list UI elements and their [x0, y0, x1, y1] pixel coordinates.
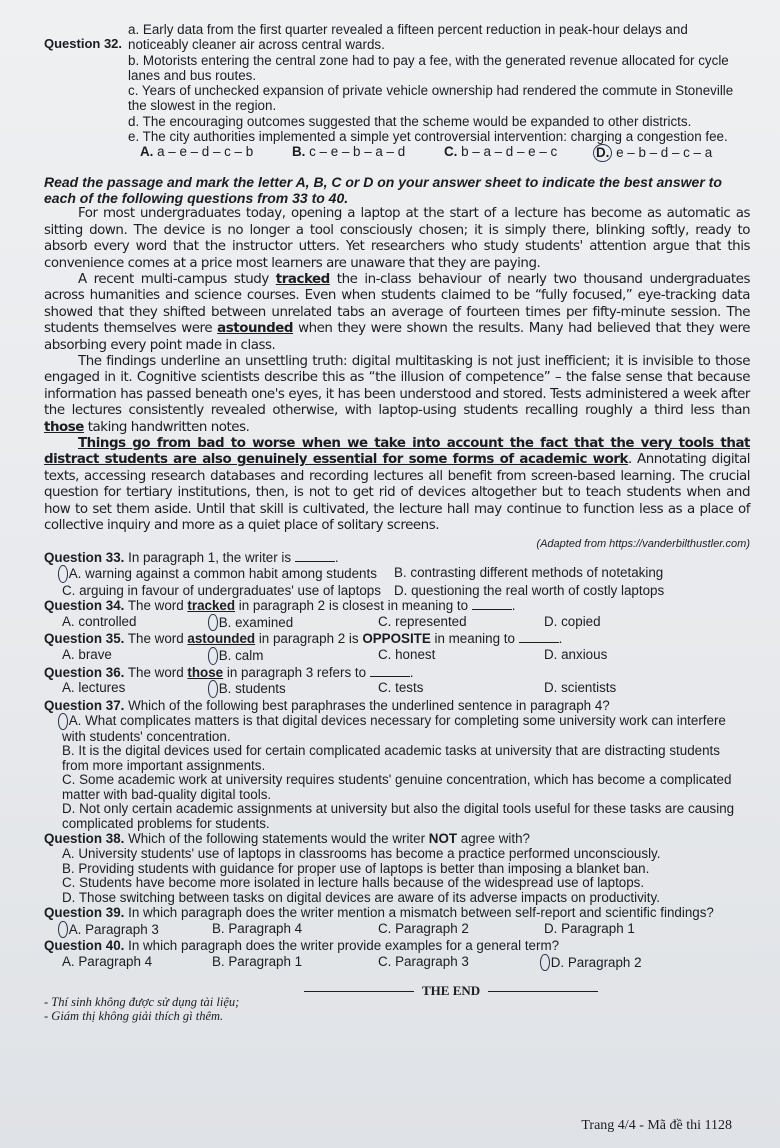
option-a[interactable]: A. lectures	[62, 680, 126, 696]
option-c[interactable]: C. Paragraph 3	[378, 953, 469, 969]
paragraph-2: A recent multi-campus study tracked the in-class behaviour of nearly two thousand undergraduates across humanities and science courses. Even when students claimed to be “fully focused,” eye-tracking data showed that they shifted between unrelated tabs an average of fourteen times per fifty-minute session. The students themselves were astounded when they were shown the results. Many had believed that they were absorbing every point made in class.	[44, 272, 750, 353]
sentence-list	[128, 22, 750, 144]
note-1: - Thí sinh không được sử dụng tài liệu;	[44, 995, 240, 1010]
exam-notes	[44, 995, 750, 1023]
option-d[interactable]: D. e – b – d – c – a	[596, 144, 748, 162]
question-label: Question 32.	[44, 36, 123, 51]
option-d[interactable]: D. Paragraph 1	[544, 920, 635, 936]
page-footer: Trang 4/4 - Mã đề thi 1128	[581, 1118, 732, 1133]
paragraph-3: The findings underline an unsettling truth: digital multitasking is not just inefficient; it is invisible to those engaged in it. Cognitive scientists describe this as “the illusion of competence” – the false sense that because information has passed beneath one's eyes, it has been understood and stored. Tests administered a week after the lectures consistently revealed otherwise, with laptop-using students recalling roughly a third less than those taking handwritten notes.	[44, 354, 750, 435]
option-d[interactable]: D. Not only certain academic assignments at university but also the digital tools useful for these tasks are causing complicated problems for students.	[62, 801, 735, 831]
option-a[interactable]: A. Paragraph 3	[44, 921, 212, 939]
option-b[interactable]: B. Paragraph 1	[212, 953, 303, 969]
option-a[interactable]: A. brave	[62, 647, 112, 663]
option-a[interactable]: A. controlled	[62, 613, 137, 629]
answer-circle-mark: D.	[593, 144, 612, 162]
option-b[interactable]: B. c – e – b – a – d	[292, 144, 406, 160]
note-2: - Giám thị không giải thích gì thêm.	[44, 1009, 224, 1024]
answer-circle-mark	[58, 713, 68, 730]
word-those: those	[44, 419, 84, 435]
option-c[interactable]: C. Some academic work at university requires students' genuine concentration, which has become a complicated matter with bad-quality digital tools.	[62, 772, 732, 802]
word-astounded: astounded	[217, 321, 294, 337]
reading-passage	[44, 206, 750, 534]
source-citation: (Adapted from https://vanderbilthustler.com)	[536, 537, 750, 550]
q32-options	[140, 144, 750, 162]
option-c[interactable]: C. b – a – d – e – c	[444, 144, 558, 160]
sentence-d: d. The encouraging outcomes suggested that the scheme would be expanded to other districts.	[128, 113, 692, 129]
answer-circle-mark	[540, 954, 550, 972]
option-a[interactable]: A. warning against a common habit among students	[62, 565, 394, 583]
answer-circle-mark	[208, 614, 218, 632]
option-d[interactable]: D. scientists	[544, 680, 617, 696]
option-c[interactable]: C. honest	[378, 647, 436, 663]
option-d[interactable]: D. copied	[544, 613, 601, 629]
question-34: Question 34. The word tracked in paragraph 2 is closest in meaning to . A. controlled B. examined C. represented D. copied	[44, 598, 750, 631]
option-a[interactable]: A. University students' use of laptops in classrooms has become a practice performed unconsciously.	[62, 846, 661, 862]
question-36: Question 36. The word those in paragraph 3 refers to . A. lectures B. students C. tests D. scientists	[44, 665, 750, 698]
section-instruction: Read the passage and mark the letter A, B, C or D on your answer sheet to indicate the best answer to each of the following questions from 33 to 40.	[44, 174, 722, 207]
option-b[interactable]: B. students	[212, 680, 378, 698]
sentence-a: a. Early data from the first quarter revealed a fifteen percent reduction in peak-hour delays and noticeably cleaner air across central wards.	[128, 22, 688, 53]
option-d[interactable]: D. questioning the real worth of costly laptops	[394, 582, 665, 598]
option-c[interactable]: C. Paragraph 2	[378, 920, 469, 936]
paragraph-1: For most undergraduates today, opening a laptop at the start of a lecture has become as automatic as sitting down. The device is no longer a tool consciously chosen; it is simply there, blinking softly, ready to absorb every word that the instructor utters. Yet researchers who study students' attention argue that this convenience comes at a price most learners are unaware that they are paying.	[44, 206, 750, 271]
option-b[interactable]: B. calm	[212, 647, 378, 665]
option-a[interactable]: A. a – e – d – c – b	[140, 144, 254, 160]
question-40: Question 40. In which paragraph does the writer provide examples for a general term? A. Paragraph 4 B. Paragraph 1 C. Paragraph 3 D. Paragraph 2	[44, 938, 750, 971]
answer-circle-mark	[208, 680, 218, 698]
option-a[interactable]: A. Paragraph 4	[62, 953, 153, 969]
option-c[interactable]: C. represented	[378, 613, 467, 629]
divider	[488, 991, 598, 992]
option-d[interactable]: D. anxious	[544, 647, 608, 663]
question-32	[44, 22, 750, 144]
paragraph-4: Things go from bad to worse when we take into account the fact that the very tools that distract students are also genuinely essential for some forms of academic work. Annotating digital texts, accessing research databases and recording lectures all benefit from screen-based learning. The crucial question for tertiary institutions, then, is not to get rid of devices altogether but to teach students when and how to set them aside. Until that skill is cultivated, the lecture hall may continue to function less as a place of collective inquiry and more as a quiet place of solitary screens.	[44, 436, 750, 534]
option-b[interactable]: B. It is the digital devices used for certain complicated academic tasks at university that are distracting students from more important assignments.	[62, 743, 720, 773]
answer-circle-mark	[208, 647, 218, 665]
option-c[interactable]: C. tests	[378, 680, 424, 696]
question-38: Question 38. Which of the following statements would the writer NOT agree with? A. University students' use of laptops in classrooms has become a practice performed unconsciously. B. Providing students with guidance for proper use of laptops is better than imposing a blanket ban. C. Students have become more isolated in lecture halls because of the widespread use of laptops. D. Those switching between tasks on digital devices are aware of its adverse impacts on productivity.	[44, 831, 750, 905]
sentence-e: e. The city authorities implemented a simple yet controversial intervention: charging a congestion fee.	[128, 129, 728, 145]
option-b[interactable]: B. contrasting different methods of notetaking	[394, 565, 664, 581]
question-39: Question 39. In which paragraph does the writer mention a mismatch between self-report and scientific findings? A. Paragraph 3 B. Paragraph 4 C. Paragraph 2 D. Paragraph 1	[44, 905, 714, 937]
sentence-b: b. Motorists entering the central zone had to pay a fee, with the generated revenue allocated for cycle lanes and bus routes.	[128, 52, 729, 83]
option-b[interactable]: B. examined	[212, 614, 378, 632]
option-d[interactable]: D. Those switching between tasks on digital devices are aware of its adverse impacts on productivity.	[62, 889, 660, 905]
the-end-text: THE END	[422, 983, 481, 999]
sentence-c: c. Years of unchecked expansion of private vehicle ownership had rendered the commute in Stoneville the slowest in the region.	[128, 83, 734, 114]
answer-circle-mark	[58, 565, 68, 583]
option-b[interactable]: B. Providing students with guidance for proper use of laptops is better than imposing a blanket ban.	[62, 860, 650, 876]
option-d[interactable]: D. Paragraph 2	[544, 954, 710, 972]
divider	[304, 991, 414, 992]
answer-circle-mark	[58, 921, 68, 939]
question-35: Question 35. The word astounded in paragraph 2 is OPPOSITE in meaning to . A. brave B. calm C. honest D. anxious	[44, 631, 750, 664]
option-b[interactable]: B. Paragraph 4	[212, 920, 303, 936]
option-c[interactable]: C. arguing in favour of undergraduates' use of laptops	[62, 582, 381, 598]
option-a[interactable]: A. What complicates matters is that digital devices necessary for completing some university work can interfere with students' concentration.	[62, 713, 750, 744]
underlined-sentence: Things go from bad to worse when we take into account the fact that the very tools that distract students are also genuinely essential for some forms of academic work	[44, 436, 750, 468]
question-33: Question 33. In paragraph 1, the writer is . A. warning against a common habit among students B. contrasting different methods of notetaking C. arguing in favour of undergraduates' use of laptops D. questioning the real worth of costly laptops	[44, 550, 750, 599]
word-tracked: tracked	[275, 272, 330, 287]
option-c[interactable]: C. Students have become more isolated in lecture halls because of the widespread use of laptops.	[62, 875, 645, 891]
question-37: Question 37. Which of the following best paraphrases the underlined sentence in paragraph 4? A. What complicates matters is that digital devices necessary for completing some university work can interfere with students' concentration. B. It is the digital devices used for certain complicated academic tasks at university that are distracting students from more important assignments. C. Some academic work at university requires students' genuine concentration, which has become a complicated matter with bad-quality digital tools. D. Not only certain academic assignments at university but also the digital tools useful for these tasks are causing complicated problems for students.	[44, 698, 750, 832]
